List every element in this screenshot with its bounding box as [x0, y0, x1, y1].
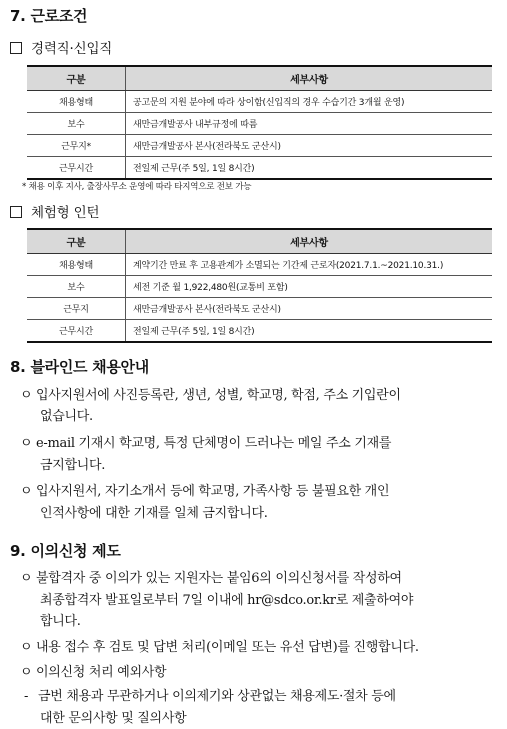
col-detail-header: 세부사항	[126, 229, 493, 254]
list-item	[20, 567, 402, 586]
checkbox-icon	[10, 206, 22, 218]
item-line-cont: 합니다.	[40, 614, 81, 629]
bullet-icon: ㅇ	[20, 640, 33, 655]
row-detail: 새만금개발공사 본사(전라북도 군산시)	[126, 298, 493, 320]
list-item	[20, 384, 401, 403]
item-line-cont: 최종합격자 발표일로부터 7일 이내에 hr@sdco.or.kr로 제출하여야	[40, 593, 414, 608]
item-line-cont: 없습니다.	[40, 409, 93, 424]
career-heading	[10, 37, 112, 57]
row-label: 근무지	[27, 298, 126, 320]
table-row	[27, 276, 492, 298]
checkbox-icon	[10, 42, 22, 54]
sub-list-item	[24, 685, 396, 704]
row-detail: 전일제 근무(주 5일, 1일 8시간)	[126, 157, 493, 180]
bullet-icon: ㅇ	[20, 571, 33, 586]
item-line: 불합격자 중 이의가 있는 지원자는 붙임6의 이의신청서를 작성하여	[36, 571, 402, 586]
career-table	[27, 65, 492, 180]
row-label: 근무시간	[27, 320, 126, 343]
bullet-icon: ㅇ	[20, 436, 33, 451]
table-row	[27, 298, 492, 320]
col-detail-header: 세부사항	[126, 66, 493, 91]
bullet-icon: ㅇ	[20, 665, 33, 680]
col-category-header: 구분	[27, 229, 126, 254]
table-row	[27, 113, 492, 135]
footnote: * 채용 이후 지사, 출장사무소 운영에 따라 타지역으로 전보 가능	[22, 182, 252, 192]
row-detail: 새만금개발공사 본사(전라북도 군산시)	[126, 135, 493, 157]
item-line-cont: 인적사항에 대한 기재를 일체 금지합니다.	[40, 506, 268, 521]
row-detail: 전일제 근무(주 5일, 1일 8시간)	[126, 320, 493, 343]
table-header-row	[27, 66, 492, 91]
item-line-cont: 대한 문의사항 및 질의사항	[40, 711, 187, 726]
row-detail: 계약기간 만료 후 고용관계가 소멸되는 기간제 근로자(2021.7.1.~2021.10.31.)	[126, 254, 493, 276]
list-item	[20, 636, 419, 655]
dash-icon: -	[24, 689, 29, 704]
table-row	[27, 320, 492, 343]
intern-table	[27, 228, 492, 343]
table-header-row	[27, 229, 492, 254]
item-line: 입사지원서에 사진등록란, 생년, 성별, 학교명, 학점, 주소 기입란이	[36, 388, 401, 403]
row-label: 보수	[27, 113, 126, 135]
section-8-title: 8. 블라인드 채용안내	[10, 358, 149, 376]
row-detail: 공고문의 지원 분야에 따라 상이함(신입직의 경우 수습기간 3개월 운영)	[126, 91, 493, 113]
row-label: 보수	[27, 276, 126, 298]
item-line: e-mail 기재시 학교명, 특정 단체명이 드러나는 메일 주소 기재를	[36, 436, 392, 451]
row-label: 채용형태	[27, 91, 126, 113]
item-line: 입사지원서, 자기소개서 등에 학교명, 가족사항 등 불필요한 개인	[36, 484, 390, 499]
item-line: 이의신청 처리 예외사항	[36, 665, 167, 680]
intern-heading-text: 체험형 인턴	[31, 205, 100, 221]
list-item	[20, 661, 166, 680]
col-category-header: 구분	[27, 66, 126, 91]
table-row	[27, 157, 492, 180]
row-detail: 세전 기준 월 1,922,480원(교통비 포함)	[126, 276, 493, 298]
section-9-title: 9. 이의신청 제도	[10, 542, 121, 560]
bullet-icon: ㅇ	[20, 484, 33, 499]
row-label: 근무시간	[27, 157, 126, 180]
list-item	[20, 480, 389, 499]
career-heading-text: 경력직·신입직	[31, 41, 113, 57]
row-label: 채용형태	[27, 254, 126, 276]
row-detail: 새만금개발공사 내부규정에 따름	[126, 113, 493, 135]
bullet-icon: ㅇ	[20, 388, 33, 403]
item-line-cont: 금지합니다.	[40, 458, 106, 473]
item-line: 내용 접수 후 검토 및 답변 처리(이메일 또는 유선 답변)를 진행합니다.	[36, 640, 419, 655]
item-line: 금번 채용과 무관하거나 이의제기와 상관없는 채용제도·절차 등에	[38, 689, 396, 704]
row-label: 근무지*	[27, 135, 126, 157]
table-row	[27, 254, 492, 276]
section-7-title: 7. 근로조건	[10, 7, 88, 25]
table-row	[27, 135, 492, 157]
intern-heading	[10, 201, 99, 221]
list-item	[20, 432, 391, 451]
table-row	[27, 91, 492, 113]
